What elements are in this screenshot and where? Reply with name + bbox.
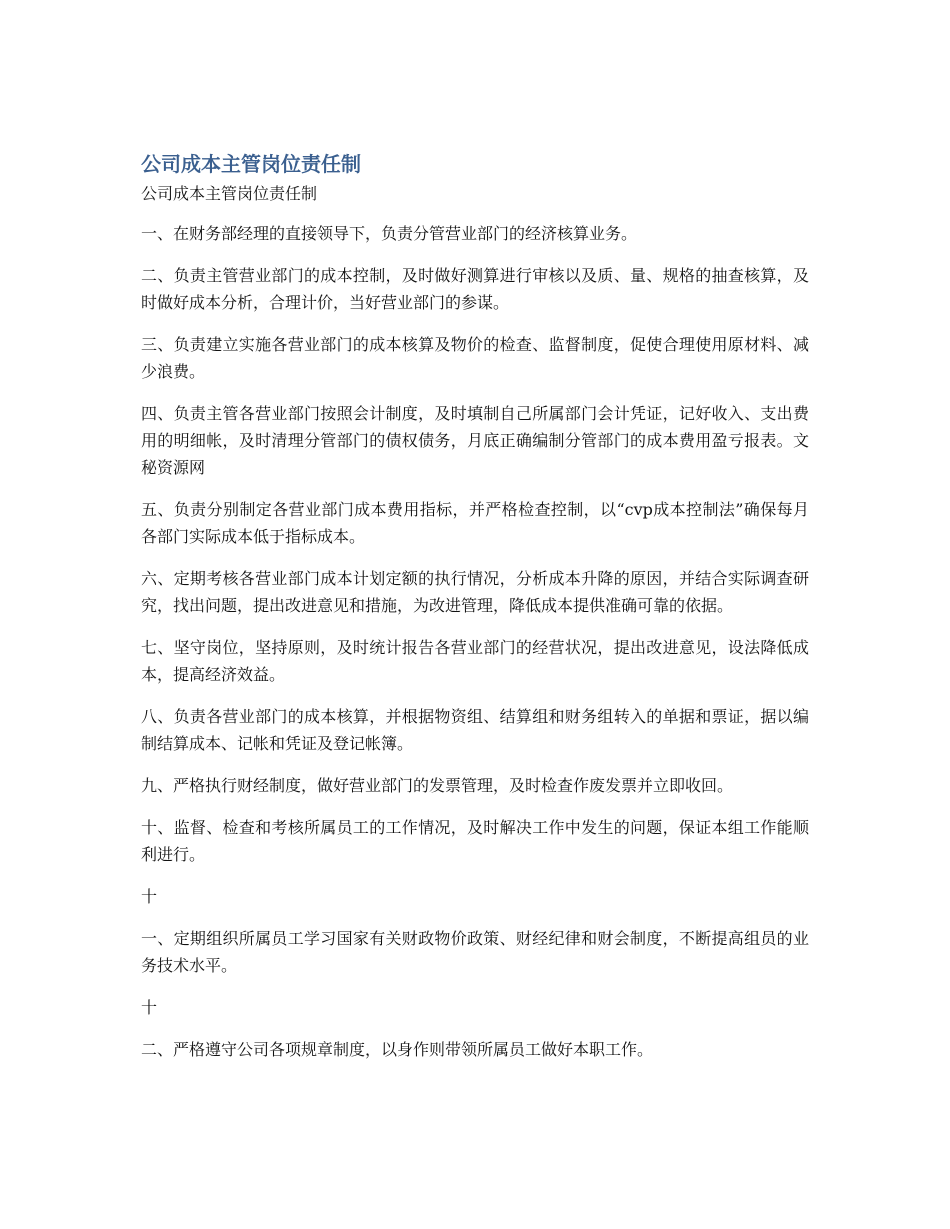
- paragraph-11: 一、定期组织所属员工学习国家有关财政物价政策、财经纪律和财会制度，不断提高组员的业务技术水平。: [141, 929, 809, 975]
- paragraph-8: 八、负责各营业部门的成本核算，并根据物资组、结算组和财务组转入的单据和票证，据以编制结算成本、记帐和凭证及登记帐簿。: [141, 707, 809, 753]
- paragraph-2: 二、负责主管营业部门的成本控制，及时做好测算进行审核以及质、量、规格的抽查核算，及时做好成本分析，合理计价，当好营业部门的参谋。: [141, 266, 809, 312]
- paragraph-10: 十、监督、检查和考核所属员工的工作情况，及时解决工作中发生的问题，保证本组工作能顺利进行。: [141, 818, 809, 864]
- paragraph-11-prefix: 十: [141, 887, 158, 906]
- paragraph-9: 九、严格执行财经制度，做好营业部门的发票管理，及时检查作废发票并立即收回。: [141, 776, 734, 795]
- paragraph-6: 六、定期考核各营业部门成本计划定额的执行情况，分析成本升降的原因，并结合实际调查研究，找出问题，提出改进意见和措施，为改进管理，降低成本提供准确可靠的依据。: [141, 569, 809, 615]
- document-title: 公司成本主管岗位责任制: [141, 152, 361, 176]
- paragraph-12-prefix: 十: [141, 998, 158, 1017]
- paragraph-1: 一、在财务部经理的直接领导下，负责分管营业部门的经济核算业务。: [141, 224, 638, 243]
- paragraph-7: 七、坚守岗位，坚持原则，及时统计报告各营业部门的经营状况，提出改进意见，设法降低成本，提高经济效益。: [141, 638, 809, 684]
- paragraph-5: 五、负责分别制定各营业部门成本费用指标，并严格检查控制，以“cvp成本控制法”确保每月各部门实际成本低于指标成本。: [141, 500, 809, 546]
- document-body: [141, 148, 809, 1078]
- paragraph-4: 四、负责主管各营业部门按照会计制度，及时填制自己所属部门会计凭证，记好收入、支出费用的明细帐，及时清理分管部门的债权债务，月底正确编制分管部门的成本费用盈亏报表。文秘资源网: [141, 404, 809, 477]
- paragraph-3: 三、负责建立实施各营业部门的成本核算及物价的检查、监督制度，促使合理使用原材料、减少浪费。: [141, 335, 809, 381]
- paragraph-12: 二、严格遵守公司各项规章制度，以身作则带领所属员工做好本职工作。: [141, 1040, 654, 1059]
- document-subtitle: 公司成本主管岗位责任制: [141, 184, 318, 203]
